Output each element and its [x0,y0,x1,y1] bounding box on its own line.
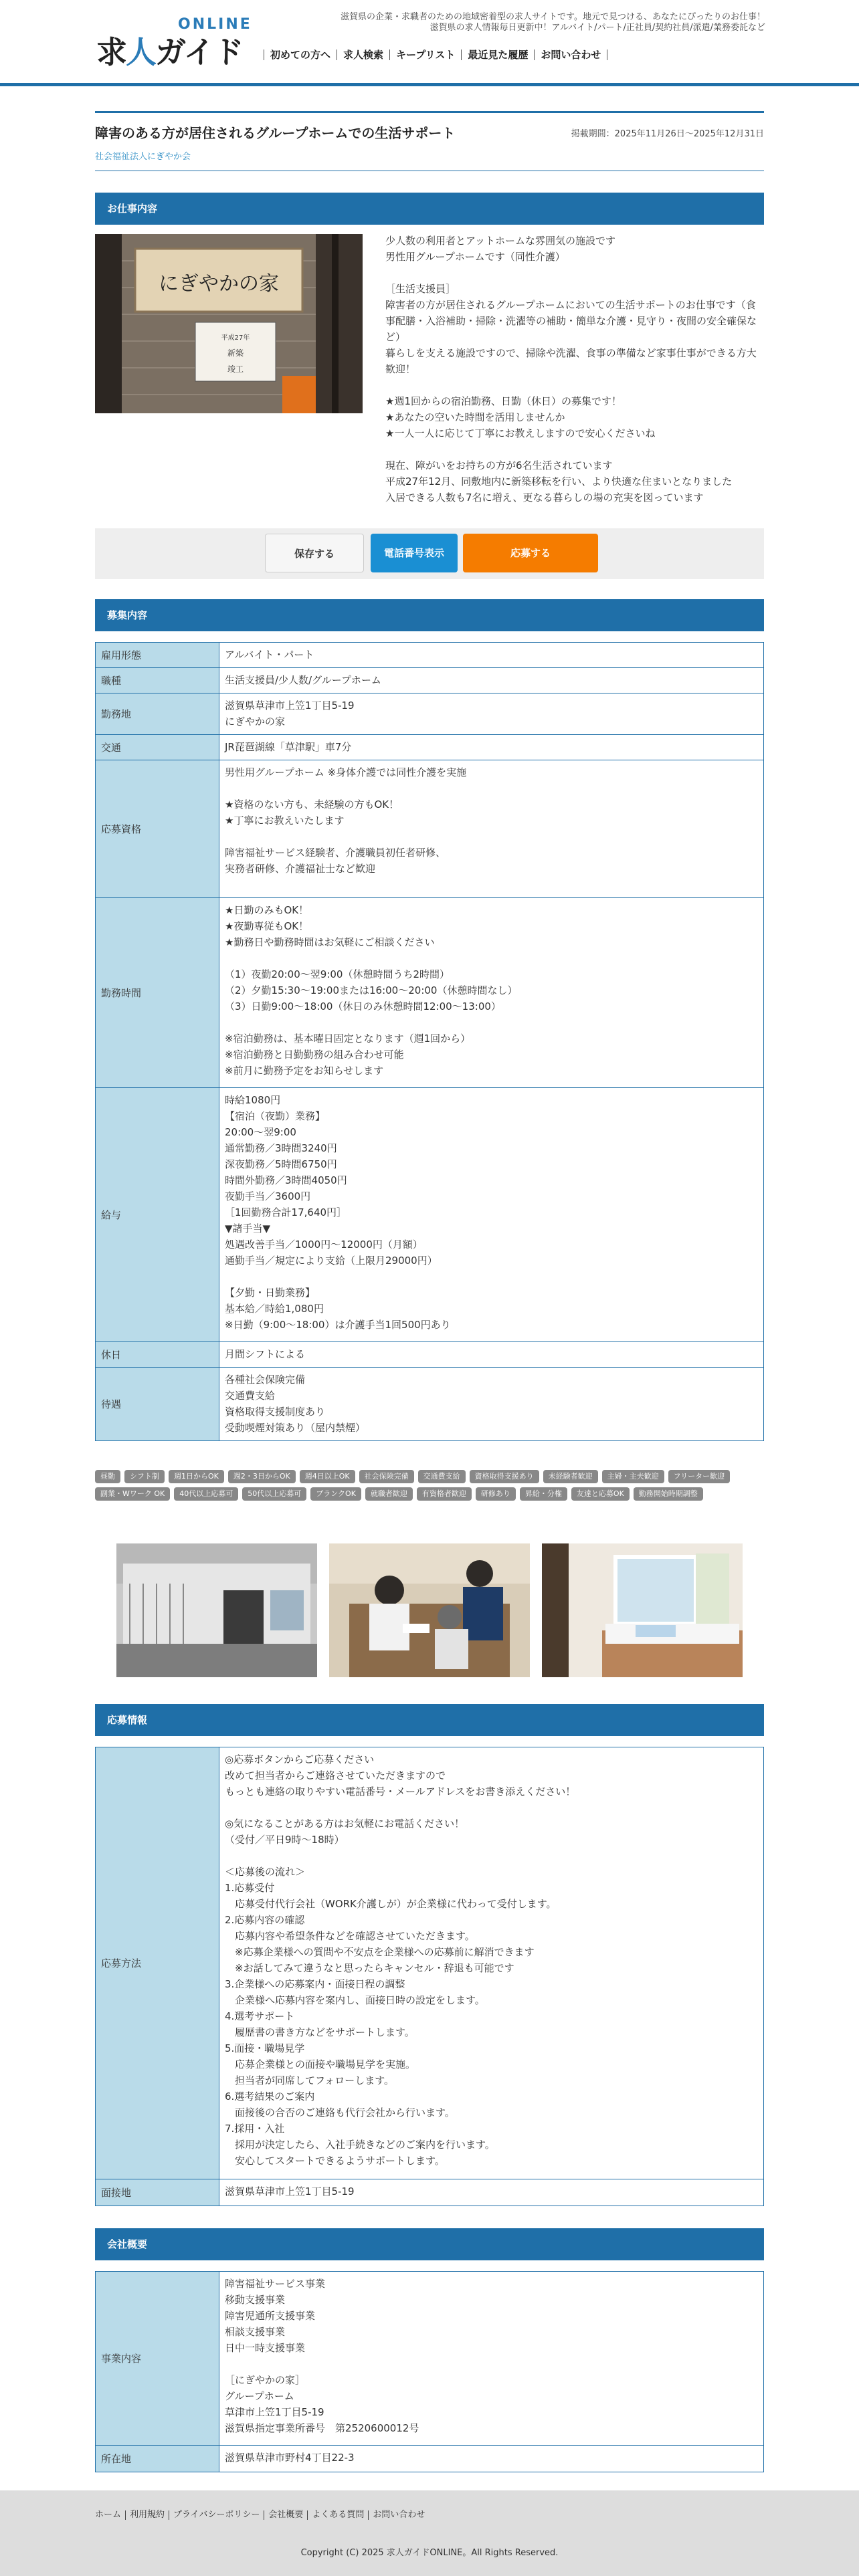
table-row [96,643,764,668]
tag[interactable]: 週4日以上OK [300,1470,355,1483]
table-row [96,898,764,1088]
exterior-image [116,1543,317,1677]
table-row [96,668,764,693]
nav-item-history[interactable]: 最近見た履歴 [461,49,534,60]
photo-gallery [116,1543,743,1677]
tag[interactable]: 就職者歓迎 [365,1487,413,1501]
footer-link-home[interactable]: ホーム [95,2510,122,2520]
tag[interactable]: 研修あり [476,1487,516,1501]
row-value: 時給1080円 【宿泊（夜勤）業務】 20:00〜翌9:00 通常勤務／3時間3240円 深夜勤務／5時間6750円 時間外勤務／3時間4050円 夜勤手当／3600円 ［1回勤務合計17,640円］ ▼諸手当▼ 処遇改善手当／1000円〜12000円（月額） 通勤手当／規定により支給（上限月29000円） 【夕勤・日勤業務】 基本給／時給1,080円 ※日勤（9:00〜18:00）は介護手当1回500円あり [219,1088,764,1342]
row-value: アルバイト・パート [219,643,764,668]
footer-link-faq[interactable]: よくある質問 [307,2510,368,2520]
row-label: 応募方法 [96,1747,219,2179]
nav-item-job-search[interactable]: 求人検索 [337,49,389,60]
tag[interactable]: 昇給・分権 [520,1487,567,1501]
row-value: 滋賀県草津市野村4丁目22-3 [219,2446,764,2472]
plate-text-2: 新築 [227,348,244,358]
apply-table [95,1747,764,2206]
row-label: 給与 [96,1088,219,1342]
row-label: 職種 [96,668,219,693]
row-label: 所在地 [96,2446,219,2472]
footer-link-company[interactable]: 会社概要 [264,2510,307,2520]
footer-link-privacy[interactable]: プライバシーポリシー [169,2510,264,2520]
tag[interactable]: 資格取得支援あり [470,1470,539,1483]
logo-char-3: ガイド [155,34,243,70]
footer-link-contact[interactable]: お問い合わせ [368,2510,429,2520]
dining-image [329,1543,530,1677]
tag[interactable]: 昼勤 [95,1470,120,1483]
tag[interactable]: 未経験者歓迎 [543,1470,598,1483]
nav-item-keep-list[interactable]: キープリスト [389,49,461,60]
footer-links [95,2510,429,2520]
table-row [96,1342,764,1368]
row-value: 各種社会保険完備 交通費支給 資格取得支援制度あり 受動喫煙対策あり（屋内禁煙） [219,1368,764,1441]
row-label: 勤務地 [96,693,219,735]
save-button[interactable]: 保存する [265,534,364,572]
row-value: 滋賀県草津市上笠1丁目5-19 [219,2179,764,2206]
logo-main-text [96,28,243,72]
logo-online-text: ONLINE [178,16,252,33]
logo-char-2: 人 [126,34,155,70]
logo-char-1: 求 [96,34,126,70]
sign-text: にぎやかの家 [159,272,279,296]
table-row [96,693,764,735]
row-label: 雇用形態 [96,643,219,668]
tag[interactable]: 週2・3日からOK [228,1470,296,1483]
site-logo[interactable] [94,16,268,70]
facility-photo [95,234,363,413]
tag[interactable]: 50代以上応募可 [242,1487,306,1501]
copyright: Copyright (C) 2025 求人ガイドONLINE。All Rights Reserved. [300,2548,559,2558]
section-title-work: お仕事内容 [95,193,764,225]
gallery-photo-dining[interactable] [329,1543,530,1677]
table-row [96,1747,764,2179]
tag[interactable]: 勤務開始時期調整 [634,1487,703,1501]
tag[interactable]: 社会保険完備 [359,1470,414,1483]
table-row [96,2446,764,2472]
footer-link-terms[interactable]: 利用規約 [125,2510,169,2520]
tag[interactable]: 有資格者歓迎 [417,1487,472,1501]
table-row [96,1088,764,1342]
apply-button[interactable]: 応募する [463,534,598,572]
header-divider [0,83,859,86]
action-bar [95,528,764,579]
tag[interactable]: 週1日からOK [169,1470,224,1483]
gallery-photo-room[interactable] [542,1543,743,1677]
table-row [96,1368,764,1441]
feature-tags [95,1470,764,1501]
tag[interactable]: 交通費支給 [418,1470,466,1483]
row-label: 応募資格 [96,760,219,898]
tag[interactable]: 副業・Wワーク OK [95,1487,170,1501]
job-header [95,111,764,162]
tag[interactable]: シフト制 [124,1470,165,1483]
row-value: 障害福祉サービス事業 移動支援事業 障害児通所支援事業 相談支援事業 日中一時支援事業 ［にぎやかの家］ グループホーム 草津市上笠1丁目5-19 滋賀県指定事業所番号 第2520600012号 [219,2272,764,2446]
table-row [96,2179,764,2206]
company-table [95,2271,764,2472]
row-value: JR琵琶湖線「草津駅」車7分 [219,735,764,760]
recruit-table [95,642,764,1441]
plate-text-1: 平成27年 [221,334,250,342]
section-title-recruit: 募集内容 [95,599,764,631]
job-title: 障害のある方が居住されるグループホームでの生活サポート [95,125,456,141]
tag[interactable]: 主婦・主夫歓迎 [602,1470,664,1483]
row-label: 待遇 [96,1368,219,1441]
facility-sign-image [95,234,363,413]
tag[interactable]: ブランクOK [310,1487,361,1501]
gallery-photo-exterior[interactable] [116,1543,317,1677]
row-value: 男性用グループホーム ※身体介護では同性介護を実施 ★資格のない方も、未経験の方もOK！ ★丁寧にお教えいたします 障害福祉サービス経験者、介護職員初任者研修、 実務者研修、介護福祉士など歓迎 [219,760,764,898]
site-tagline [270,12,765,33]
site-footer [0,2490,859,2576]
row-value: ◎応募ボタンからご応募ください 改めて担当者からご連絡させていただきますので もっとも連絡の取りやすい電話番号・メールアドレスをお書き添えください！ ◎気になることがある方はお気軽にお電話ください！ （受付／平日9時〜18時） ＜応募後の流れ＞ 1.応募受付 応募受付代行会社（WORK介護しが）が企業様に代わって受付します。 2.応募内容の確認 応募内容や希望条件などを確認させていただきます。 ※応募企業様への質問や不安点を企業様への応募前に解消できます ※お話してみて違うなと思ったらキャンセル・辞退も可能です 3.企業様への応募案内・面接日程の調整 企業様へ応募内容を案内し、面接日時の設定をします。 4.選考サポート 履歴書の書き方などをサポートします。 5.面接・職場見学 応募企業様との面接や職場見学を実施。 担当者が同席してフォローします。 6.選考結果のご案内 面接後の合否のご連絡も代行会社から行います。 7.採用・入社 採用が決定したら、入社手続きなどのご案内を行います。 安心してスタートできるようサポートします。 [219,1747,764,2179]
site-header [0,0,859,86]
table-row [96,760,764,898]
tag[interactable]: 友達と応募OK [571,1487,630,1501]
company-link[interactable]: 社会福祉法人にぎやか会 [95,152,191,162]
tag[interactable]: フリーター歓迎 [668,1470,731,1483]
plate-text-3: 竣工 [227,364,244,374]
tagline-line-1: 滋賀県の企業・求職者のための地域密着型の求人サイトです。地元で見つける、あなたにぴったりのお仕事！ [340,12,765,22]
row-label: 休日 [96,1342,219,1368]
row-label: 交通 [96,735,219,760]
table-row [96,2272,764,2446]
global-nav [264,49,607,60]
row-value: 滋賀県草津市上笠1丁目5-19 にぎやかの家 [219,693,764,735]
work-description: 少人数の利用者とアットホームな雰囲気の施設です 男性用グループホームです（同性介護） ［生活支援員］ 障害者の方が居住されるグループホームにおいての生活サポートのお仕事です（食事配膳・入浴補助・掃除・洗濯等の補助・簡単な介護・見守り・夜間の安全確保など） 暮らしを支える施設ですので、掃除や洗濯、食事の準備など家事仕事ができる方大歓迎！ ★週1回からの宿泊勤務、日勤（休日）の募集です！ ★あなたの空いた時間を活用しませんか ★一人一人に応じて丁寧にお教えしますので安心くださいね 現在、障がいをお持ちの方が6名生活されています 平成27年12月、同敷地内に新築移転を行い、より快適な住まいとなりました 入居できる人数も7名に増え、更なる暮らしの場の充実を図っています [385,235,757,504]
row-value: 月間シフトによる [219,1342,764,1368]
nav-item-beginners[interactable]: 初めての方へ [264,49,337,60]
posting-period: 掲載期間：2025年11月26日〜2025年12月31日 [571,129,764,139]
room-image [542,1543,743,1677]
section-title-apply: 応募情報 [95,1704,764,1736]
nav-item-contact[interactable]: お問い合わせ [534,49,607,60]
row-value: ★日勤のみもOK！ ★夜勤専従もOK！ ★勤務日や勤務時間はお気軽にご相談ください （1）夜勤20:00〜翌9:00（休憩時間うち2時間） （2）夕勤15:30〜19:00または16:00〜20:00（休憩時間なし） （3）日勤9:00〜18:00（休日のみ休憩時間12:00〜13:00） ※宿泊勤務は、基本曜日固定となります（週1回から） ※宿泊勤務と日勤勤務の組み合わせ可能 ※前月に勤務予定をお知らせします [219,898,764,1088]
row-value: 生活支援員/少人数/グループホーム [219,668,764,693]
show-phone-button[interactable]: 電話番号表示 [371,534,458,572]
tagline-line-2: 滋賀県の求人情報毎日更新中！アルバイト/パート/正社員/契約社員/派遣/業務委託など [430,23,765,33]
table-row [96,735,764,760]
tag[interactable]: 40代以上応募可 [174,1487,238,1501]
section-title-company: 会社概要 [95,2228,764,2260]
row-label: 面接地 [96,2179,219,2206]
row-label: 事業内容 [96,2272,219,2446]
row-label: 勤務時間 [96,898,219,1088]
